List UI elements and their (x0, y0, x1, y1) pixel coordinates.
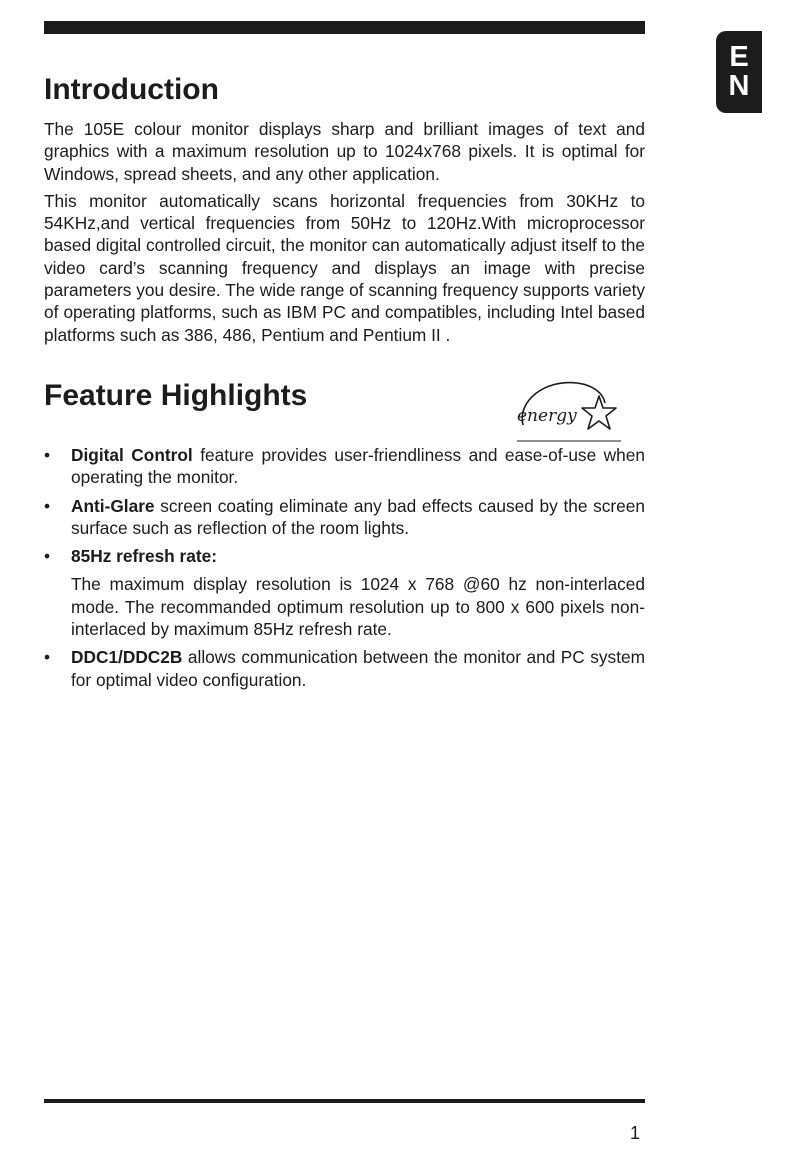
feature-description: allows communication between the monitor and PC system for optimal video configuration. (71, 647, 645, 690)
energy-logo-text: energy (517, 406, 577, 426)
feature-list (44, 444, 645, 691)
top-rule (44, 21, 645, 34)
feature-name: Digital Control (71, 444, 193, 465)
feature-item-ddc (44, 646, 645, 691)
intro-paragraph-2: This monitor automatically scans horizontal frequencies from 30KHz to 54KHz,and vertical frequencies from 50Hz to 120Hz.With microprocessor based digital controlled circuit, the monitor can automatically adjust itself to the video card’s scanning frequency and displays an image with precise parameters you desire. The wide range of scanning frequency supports variety of operating platforms, such as IBM PC and compatibles, including Intel based platforms such as 386, 486, Pentium and Pentium II . (44, 190, 646, 345)
feature-description: screen coating eliminate any bad effects caused by the screen surface such as reflection of the room lights. (71, 495, 645, 538)
page-number: 1 (629, 1123, 640, 1143)
feature-highlights-heading: Feature Highlights (44, 378, 308, 412)
introduction-heading: Introduction (44, 73, 219, 106)
language-tab (716, 31, 762, 113)
feature-name: 85Hz refresh rate: (71, 546, 217, 567)
energy-star-logo-icon (515, 375, 623, 447)
language-tab-letter-2: N (728, 70, 750, 102)
bullet-icon: • (44, 444, 51, 465)
language-tab-letter-1: E (729, 41, 749, 73)
feature-name: Anti-Glare (71, 495, 155, 516)
feature-description: feature provides user-friendliness and ease-of-use when operating the monitor. (71, 444, 645, 488)
feature-description: The maximum display resolution is 1024 x 768 @60 hz non-interlaced mode. The recommanded optimum resolution up to 800 x 600 pixels non-interlaced by maximum 85Hz refresh rate. (71, 574, 645, 640)
bottom-rule (44, 1099, 645, 1103)
bullet-icon: • (44, 495, 51, 516)
bullet-icon: • (44, 647, 51, 668)
feature-item-anti-glare (44, 495, 645, 540)
bullet-icon: • (44, 546, 51, 567)
feature-item-digital-control (44, 444, 645, 489)
intro-paragraph-1: The 105E colour monitor displays sharp and brilliant images of text and graphics with a maximum resolution up to 1024x768 pixels. It is optimal for Windows, spread sheets, and any other application. (44, 119, 645, 184)
feature-name: DDC1/DDC2B (71, 647, 183, 668)
feature-item-refresh-rate (44, 545, 645, 640)
